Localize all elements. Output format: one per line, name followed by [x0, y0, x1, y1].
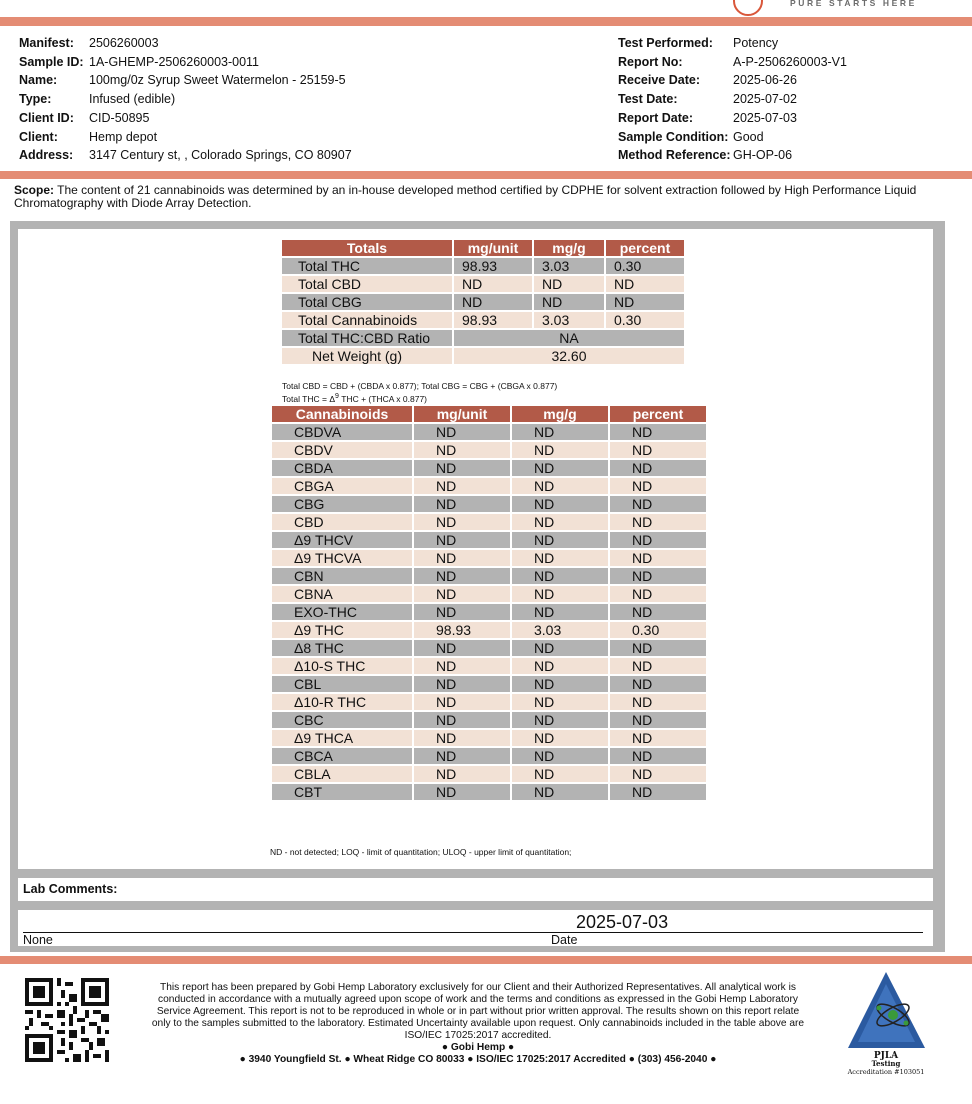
info-row	[19, 128, 352, 147]
table-row	[272, 712, 706, 728]
row-value-cell: ND	[414, 550, 510, 566]
info-row	[618, 53, 847, 72]
info-value: A-P-2506260003-V1	[733, 54, 847, 69]
thc-formula-note: Total THC = $\Delta^9$ THC + (THCA x 0.877)	[282, 393, 427, 404]
row-value-cell: ND	[414, 730, 510, 746]
row-name-cell: CBG	[272, 496, 412, 512]
row-value-cell: ND	[414, 460, 510, 476]
info-label: Type:	[19, 92, 52, 107]
scope-label: Scope:	[14, 183, 55, 197]
row-value-cell: ND	[512, 604, 608, 620]
info-value: Potency	[733, 36, 779, 50]
totals-formula-note: Total CBD = CBD + (CBDA x 0.877); Total CBG = CBG + (CBGA x 0.877)	[282, 381, 558, 391]
footer-divider	[0, 956, 972, 964]
row-value-cell: ND	[534, 276, 604, 292]
info-row	[618, 90, 847, 109]
row-name-cell: CBN	[272, 568, 412, 584]
row-name-cell: CBCA	[272, 748, 412, 764]
info-row	[19, 109, 352, 128]
info-divider	[0, 171, 972, 179]
row-value-cell: ND	[414, 514, 510, 530]
row-name-cell: CBLA	[272, 766, 412, 782]
row-value-cell: ND	[610, 514, 706, 530]
info-label: Client:	[19, 129, 58, 144]
totals-header-percent: percent	[606, 240, 684, 256]
row-value-cell: ND	[414, 496, 510, 512]
lab-comments-label: Lab Comments:	[23, 882, 118, 896]
signature-box	[18, 910, 933, 946]
table-row	[282, 312, 684, 328]
row-value-cell: ND	[610, 568, 706, 584]
row-value-cell: ND	[414, 694, 510, 710]
row-value-cell: 0.30	[606, 258, 684, 274]
row-name-cell: Δ10-R THC	[272, 694, 412, 710]
row-value-cell: 0.30	[606, 312, 684, 328]
cann-header-mgunit: mg/unit	[414, 406, 510, 422]
row-name-cell: EXO-THC	[272, 604, 412, 620]
info-row	[19, 53, 352, 72]
net-weight-value: 32.60	[454, 348, 684, 364]
row-name-cell: CBNA	[272, 586, 412, 602]
ratio-value: NA	[454, 330, 684, 346]
row-value-cell: ND	[610, 712, 706, 728]
net-weight-label: Net Weight (g)	[282, 348, 452, 364]
abbreviations-note: ND - not detected; LOQ - limit of quantitation; ULOQ - upper limit of quantitation;	[270, 847, 572, 857]
row-name-cell: Δ9 THCV	[272, 532, 412, 548]
info-value: 2025-06-26	[733, 73, 797, 88]
row-name-cell: CBT	[272, 784, 412, 800]
table-row	[272, 478, 706, 494]
row-name-cell: Δ9 THCA	[272, 730, 412, 746]
row-value-cell: ND	[512, 712, 608, 728]
table-row	[272, 460, 706, 476]
row-value-cell: ND	[414, 748, 510, 764]
row-value-cell: ND	[414, 568, 510, 584]
table-row	[272, 586, 706, 602]
row-value-cell: ND	[610, 532, 706, 548]
row-value-cell: ND	[610, 586, 706, 602]
row-value-cell: ND	[606, 294, 684, 310]
row-value-cell: ND	[610, 676, 706, 692]
row-name-cell: CBGA	[272, 478, 412, 494]
header-divider	[0, 17, 972, 26]
sample-info	[19, 34, 352, 165]
row-value-cell: ND	[512, 748, 608, 764]
row-name-cell: Δ9 THC	[272, 622, 412, 638]
row-value-cell: ND	[512, 766, 608, 782]
row-name-cell: Total CBD	[282, 276, 452, 292]
info-value: 2025-07-02	[733, 92, 797, 107]
row-name-cell: Δ10-S THC	[272, 658, 412, 674]
row-value-cell: ND	[414, 424, 510, 440]
row-value-cell: ND	[512, 586, 608, 602]
info-value: 100mg/0z Syrup Sweet Watermelon - 25159-5	[89, 73, 346, 88]
row-value-cell: ND	[610, 730, 706, 746]
row-name-cell: CBL	[272, 676, 412, 692]
row-value-cell: ND	[534, 294, 604, 310]
info-label: Address:	[19, 148, 74, 163]
pjla-subtitle: Testing	[871, 1059, 901, 1068]
info-label: Method Reference:	[618, 148, 731, 163]
table-row	[272, 748, 706, 764]
row-name-cell: Total THC	[282, 258, 452, 274]
table-row	[272, 730, 706, 746]
info-label: Receive Date:	[618, 73, 700, 88]
info-row	[19, 146, 352, 165]
row-value-cell: 98.93	[454, 312, 532, 328]
info-label: Client ID:	[19, 110, 74, 125]
table-row	[272, 640, 706, 656]
info-label: Sample ID:	[19, 54, 84, 69]
table-row	[282, 276, 684, 292]
row-value-cell: ND	[610, 766, 706, 782]
table-row	[272, 550, 706, 566]
footer-address: ● 3940 Youngfield St. ● Wheat Ridge CO 80033 ● ISO/IEC 17025:2017 Accredited ● (303) 456-2040 ●	[239, 1054, 717, 1065]
table-row	[272, 658, 706, 674]
row-value-cell: ND	[512, 496, 608, 512]
row-value-cell: ND	[610, 478, 706, 494]
pjla-accreditation-logo-icon	[843, 970, 933, 1075]
signature-date-label: Date	[551, 933, 578, 947]
row-name-cell: CBD	[272, 514, 412, 530]
net-weight-row	[282, 348, 684, 364]
row-value-cell: ND	[512, 694, 608, 710]
info-row	[618, 34, 847, 53]
table-row	[282, 258, 684, 274]
row-value-cell: ND	[610, 460, 706, 476]
row-value-cell: ND	[512, 658, 608, 674]
table-row	[272, 424, 706, 440]
info-value: 2025-07-03	[733, 110, 797, 125]
row-value-cell: ND	[610, 694, 706, 710]
table-row	[272, 496, 706, 512]
row-value-cell: ND	[512, 640, 608, 656]
row-value-cell: ND	[512, 442, 608, 458]
ratio-label: Total THC:CBD Ratio	[282, 330, 452, 346]
table-row	[272, 604, 706, 620]
row-value-cell: ND	[610, 784, 706, 800]
cann-header-percent: percent	[610, 406, 706, 422]
row-value-cell: ND	[512, 532, 608, 548]
info-row	[618, 109, 847, 128]
info-label: Manifest:	[19, 36, 74, 50]
company-logo-icon	[733, 0, 763, 16]
row-value-cell: ND	[610, 604, 706, 620]
table-row	[282, 294, 684, 310]
info-value: 2506260003	[89, 36, 159, 50]
row-value-cell: 0.30	[610, 622, 706, 638]
cannabinoids-table	[270, 404, 708, 802]
info-label: Test Date:	[618, 92, 678, 107]
info-row	[618, 128, 847, 147]
info-value: GH-OP-06	[733, 148, 793, 163]
cann-header-mgg: mg/g	[512, 406, 608, 422]
totals-header-mgg: mg/g	[534, 240, 604, 256]
info-label: Name:	[19, 73, 58, 88]
signature-date: 2025-07-03	[576, 912, 669, 932]
row-value-cell: ND	[454, 294, 532, 310]
cann-header-name: Cannabinoids	[272, 406, 412, 422]
totals-table	[280, 238, 686, 366]
pjla-accreditation-number: Accreditation #103051	[847, 1068, 925, 1075]
row-value-cell: ND	[414, 640, 510, 656]
row-value-cell: ND	[610, 442, 706, 458]
signature-name: None	[23, 933, 53, 947]
company-tagline: PURE STARTS HERE	[790, 0, 917, 8]
row-value-cell: ND	[606, 276, 684, 292]
info-row	[19, 90, 352, 109]
row-value-cell: ND	[512, 568, 608, 584]
footer-disclaimer-block	[150, 982, 806, 1066]
table-row	[272, 568, 706, 584]
row-value-cell: ND	[414, 658, 510, 674]
table-row	[272, 676, 706, 692]
row-value-cell: 3.03	[534, 312, 604, 328]
totals-header-name: Totals	[282, 240, 452, 256]
lab-comments-box	[18, 878, 933, 901]
report-info	[618, 34, 847, 165]
info-row	[19, 71, 352, 90]
row-value-cell: ND	[512, 478, 608, 494]
pjla-title: PJLA	[873, 1051, 899, 1061]
row-value-cell: ND	[414, 478, 510, 494]
scope-text	[14, 184, 954, 210]
row-value-cell: ND	[610, 496, 706, 512]
info-value: Good	[733, 129, 764, 144]
table-row	[272, 766, 706, 782]
info-value: 1A-GHEMP-2506260003-0011	[89, 54, 260, 69]
row-value-cell: ND	[512, 550, 608, 566]
row-name-cell: CBDVA	[272, 424, 412, 440]
info-value: Hemp depot	[89, 129, 158, 144]
signature-line	[23, 932, 923, 933]
row-value-cell: ND	[512, 730, 608, 746]
info-value: 3147 Century st, , Colorado Springs, CO 80907	[89, 148, 352, 163]
row-value-cell: ND	[512, 676, 608, 692]
row-value-cell: ND	[610, 550, 706, 566]
row-value-cell: ND	[414, 712, 510, 728]
row-value-cell: ND	[414, 586, 510, 602]
row-value-cell: 98.93	[414, 622, 510, 638]
table-row	[272, 694, 706, 710]
row-value-cell: ND	[512, 460, 608, 476]
row-value-cell: ND	[414, 676, 510, 692]
table-row	[272, 784, 706, 800]
qr-code-icon	[25, 978, 109, 1062]
info-row	[618, 71, 847, 90]
row-value-cell: ND	[414, 604, 510, 620]
totals-header-mgunit: mg/unit	[454, 240, 532, 256]
scope-body: The content of 21 cannabinoids was determined by an in-house developed method certified by CDPHE for solvent extraction followed by High Performance Liquid Chromatography with Diode Array Detection.	[14, 183, 917, 210]
ratio-row	[282, 330, 684, 346]
row-value-cell: ND	[414, 442, 510, 458]
row-name-cell: Δ8 THC	[272, 640, 412, 656]
row-value-cell: ND	[512, 514, 608, 530]
row-name-cell: Total Cannabinoids	[282, 312, 452, 328]
footer-company: ● Gobi Hemp ●	[441, 1042, 515, 1053]
row-value-cell: ND	[610, 658, 706, 674]
row-value-cell: ND	[610, 424, 706, 440]
info-label: Report No:	[618, 54, 683, 69]
table-row	[272, 532, 706, 548]
row-value-cell: ND	[610, 748, 706, 764]
row-value-cell: ND	[512, 424, 608, 440]
table-row	[272, 622, 706, 638]
row-name-cell: CBDV	[272, 442, 412, 458]
row-name-cell: Total CBG	[282, 294, 452, 310]
row-value-cell: ND	[414, 766, 510, 782]
info-row	[618, 146, 847, 165]
row-value-cell: ND	[512, 784, 608, 800]
row-name-cell: CBDA	[272, 460, 412, 476]
info-label: Test Performed:	[618, 36, 713, 50]
row-value-cell: ND	[414, 532, 510, 548]
row-value-cell: ND	[454, 276, 532, 292]
row-name-cell: Δ9 THCVA	[272, 550, 412, 566]
row-value-cell: ND	[414, 784, 510, 800]
table-row	[272, 514, 706, 530]
row-name-cell: CBC	[272, 712, 412, 728]
row-value-cell: 3.03	[512, 622, 608, 638]
info-value: CID-50895	[89, 110, 150, 125]
row-value-cell: 3.03	[534, 258, 604, 274]
row-value-cell: 98.93	[454, 258, 532, 274]
info-label: Sample Condition:	[618, 129, 729, 144]
table-row	[272, 442, 706, 458]
info-row	[19, 34, 352, 53]
info-label: Report Date:	[618, 110, 694, 125]
footer-disclaimer: This report has been prepared by Gobi Hemp Laboratory exclusively for our Client and their Authorized Representatives. All analytical work is conducted in accordance with a mutually agreed upon scope of work and the terms and conditions as expressed in the Gobi Hemp Laboratory Service Agreement. This report is not to be reproduced in whole or in part without prior written approval. The results shown on this report relate only to the samples submitted to the laboratory. Estimated Uncertainty available upon request. Only cannabinoids included in the table above are ISO/IEC 17025:2017 accredited.	[151, 982, 805, 1041]
info-value: Infused (edible)	[89, 92, 176, 107]
row-value-cell: ND	[610, 640, 706, 656]
